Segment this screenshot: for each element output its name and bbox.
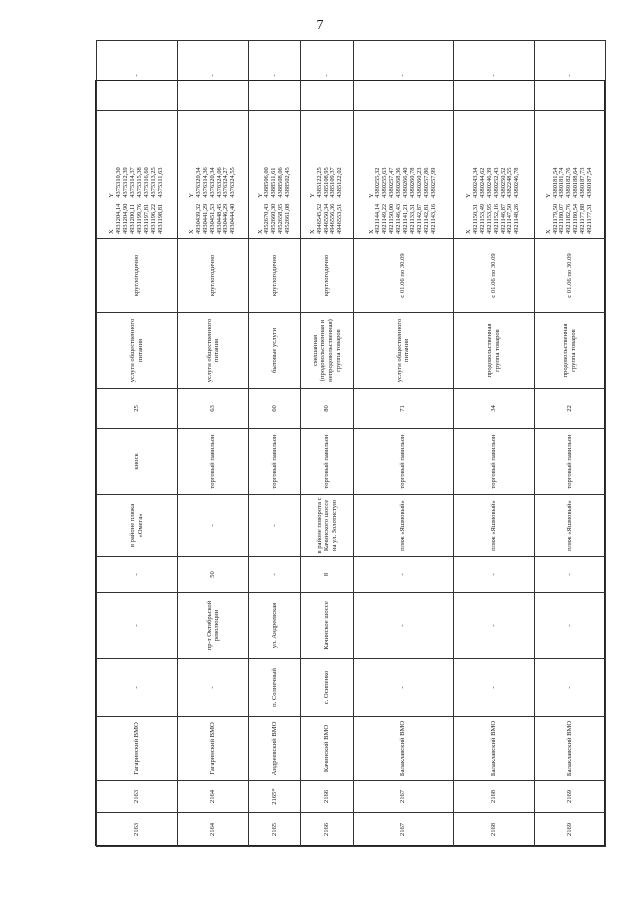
coord-y-value: 4380257,99 [429,167,437,198]
coord-x-value: 4921149,22 [381,203,389,234]
coord-x-value: 4946550,34 [322,203,330,234]
row-object-type: торговый павильон [453,429,534,495]
row-area: 34 [453,389,534,429]
row-coordinates [97,111,178,239]
row-landmark: - [249,495,301,557]
coord-x-value: 4931199,76 [135,203,143,234]
coord-y-value: 4388502,45 [284,167,292,198]
coord-x-column [258,204,293,234]
coord-x-value: 4946556,36 [329,203,337,234]
coord-y-label: Y [465,193,473,198]
coord-x-value: 4921144,14 [374,203,382,234]
row-locality: - [97,659,178,717]
coord-x-value: 4930439,32 [194,203,202,234]
row-period: круглогодично [177,239,248,313]
coord-y-value: 4375313,25 [149,167,157,198]
row-specialization: услуги общественного питания [177,313,248,389]
coord-y-column [258,167,293,197]
row-street: Качинское шоссе [301,593,353,659]
coord-y-value: 4388508,06 [277,167,285,198]
coord-x-value: 4921150,00 [388,203,396,234]
coord-y-value: 4375310,30 [115,167,123,198]
row-house: - [353,557,453,593]
row-note: - [301,41,353,111]
row-period: с 01.06 по 30.09 [534,239,605,313]
row-specialization: продовольственная группа товаров [534,313,605,389]
row-street: - [353,593,453,659]
row-number: 2167 [353,781,453,813]
coord-y-value: 4376320,34 [194,167,202,198]
row-note: - [249,41,301,111]
row-note: - [177,41,248,111]
coord-y-value: 4380181,54 [551,167,559,198]
coord-x-value: 4931200,11 [129,203,137,234]
coord-x-value: 4952658,95 [277,203,285,234]
coord-x-value: 4921177,88 [579,203,587,234]
coord-x-value: 4931204,90 [122,203,130,234]
row-note: - [453,41,534,111]
coord-y-label: Y [308,193,316,198]
coord-y-value: 4380266,40 [402,167,410,198]
coord-x-value: 4921146,43 [395,203,403,234]
row-district: Гагаринский ВМО [97,717,178,781]
coord-x-value: 4921180,54 [572,203,580,234]
coord-y-column [546,168,594,198]
coord-x-value: 4921147,50 [506,203,514,234]
coord-y-column [189,167,237,197]
row-street: пр-т Октябрьской революции [177,593,248,659]
coord-x-column [466,204,521,234]
row-outer-number: 2167 [353,813,453,847]
row-locality: - [177,659,248,717]
row-number: 2163 [97,781,178,813]
rotated-table-container [96,74,606,847]
coord-y-column [310,167,345,197]
coord-x-value: 4952660,30 [270,203,278,234]
row-area: 63 [177,389,248,429]
coord-x-value: 4946553,51 [336,203,344,234]
row-house: - [534,557,605,593]
coord-y-value: 4375316,60 [142,167,150,198]
coord-x-value: 4921153,95 [485,203,493,234]
row-object-type: торговый павильон [249,429,301,495]
row-district: Качинский ВМО [301,717,353,781]
coord-x-value: 4930446,29 [222,203,230,234]
row-period: с 01.06 по 30.09 [453,239,534,313]
registry-table-frame [95,74,605,846]
row-area: 71 [353,389,453,429]
coord-x-value: 4921150,31 [471,203,479,234]
coord-y-value: 4388506,00 [263,167,271,198]
coord-x-value: 4921180,07 [558,203,566,234]
row-district: Андреевский ВМО [249,717,301,781]
row-note: - [97,41,178,111]
coord-y-column [466,168,521,198]
table-body [97,41,606,847]
coord-x-value: 4921146,87 [499,203,507,234]
coord-x-column [189,204,237,234]
row-specialization: услуги общественного питания [97,313,178,389]
coord-y-value: 4380188,64 [572,167,580,198]
row-house: - [249,557,301,593]
coord-y-label: Y [108,193,116,198]
table-row [534,41,605,847]
coord-y-value: 4376314,36 [201,167,209,198]
coord-y-value: 4375311,63 [156,167,164,198]
row-outer-number: 2163 [97,813,178,847]
row-number: 2169 [534,781,605,813]
coord-y-value: 4375312,39 [122,167,130,198]
coord-x-column [109,204,164,234]
row-locality: - [534,659,605,717]
coord-y-value: 4380255,63 [381,167,389,198]
row-outer-number: 2166 [301,813,353,847]
coord-x-value: 4921142,87 [415,203,423,234]
row-number: 2165* [249,781,301,813]
coord-y-value: 4380243,34 [471,167,479,198]
coord-y-value: 4380250,52 [499,167,507,198]
coord-x-value: 4930448,45 [215,203,223,234]
coord-x-value: 4921179,50 [551,203,559,234]
table-row [97,41,178,847]
row-period: круглогодично [249,239,301,313]
row-number: 2166 [301,781,353,813]
row-locality: - [353,659,453,717]
coord-x-value: 4930441,29 [201,203,209,234]
coord-x-column [546,204,594,234]
row-outer-number: 2169 [534,813,605,847]
coord-x-label: X [108,229,116,234]
row-area: 60 [249,389,301,429]
row-number: 2168 [453,781,534,813]
coord-x-value: 4921148,26 [513,203,521,234]
coord-y-value: 4388511,61 [270,167,278,198]
coord-x-value: 4921182,76 [565,203,573,234]
coord-y-label: Y [367,193,375,198]
coord-x-label: X [308,229,316,234]
coord-x-value: 4921143,16 [429,203,437,234]
row-area: 80 [301,389,353,429]
coord-x-value: 4931196,22 [149,203,157,234]
row-specialization: продовольственная группа товаров [453,313,534,389]
coord-x-label: X [544,229,552,234]
row-district: Балаклавский ВМО [534,717,605,781]
row-outer-number: 2164 [177,813,248,847]
row-landmark: пляж «Яшмовый» [534,495,605,557]
coord-x-label: X [256,229,264,234]
coord-y-value: 4376324,06 [215,167,223,198]
coord-x-label: X [187,229,195,234]
row-note: - [353,41,453,111]
row-period: с 01.06 по 30.09 [353,239,453,313]
coord-x-value: 4921152,16 [492,203,500,234]
coord-x-label: X [465,229,473,234]
coord-y-value: 4380255,32 [374,167,382,198]
row-number: 2164 [177,781,248,813]
table-row [301,41,353,847]
row-house: 50 [177,557,248,593]
coord-y-value: 4385108,95 [322,167,330,198]
coord-y-label: Y [256,193,264,198]
row-landmark: - [177,495,248,557]
row-object-type: торговый павильон [177,429,248,495]
coord-y-column [109,167,164,197]
row-note: - [534,41,605,111]
coord-y-value: 4380182,76 [565,167,573,198]
coord-y-value: 4376320,34 [208,167,216,198]
row-object-type: киоск [97,429,178,495]
coord-y-value: 4380257,47 [388,167,396,198]
row-object-type: торговый павильон [353,429,453,495]
coord-x-value: 4921153,49 [478,203,486,234]
row-area: 22 [534,389,605,429]
coord-x-label: X [367,229,375,234]
coord-y-value: 4380260,78 [409,167,417,198]
coord-x-value: 4930451,53 [208,203,216,234]
row-specialization: бытовые услуги [249,313,301,389]
row-locality: п. Солнечный [249,659,301,717]
row-object-type: торговый павильон [301,429,353,495]
page-number: 7 [316,18,324,33]
coord-x-value: 4921133,31 [409,203,417,234]
row-locality: - [453,659,534,717]
coord-y-value: 4380257,86 [422,167,430,198]
coord-y-value: 4380181,74 [558,167,566,198]
row-house: 8 [301,557,353,593]
coord-y-value: 4375314,37 [129,167,137,198]
row-specialization: услуги общественного питания [353,313,453,389]
coord-y-value: 4380187,54 [586,167,594,198]
coord-y-value: 4375315,38 [135,167,143,198]
row-house: - [453,557,534,593]
coord-y-column [369,168,438,198]
coord-y-value: 4380246,78 [513,167,521,198]
row-coordinates [534,111,605,239]
row-landmark: пляж «Яшмовый» [353,495,453,557]
row-period: круглогодично [97,239,178,313]
coord-y-label: Y [187,193,195,198]
coord-y-value: 4380268,36 [395,167,403,198]
coord-y-value: 4385122,25 [315,167,323,198]
coord-x-value: 4952661,08 [284,203,292,234]
row-street: - [97,593,178,659]
row-coordinates [249,111,301,239]
coord-x-value: 4930444,40 [229,203,237,234]
table-row [177,41,248,847]
row-locality: с. Осипенко [301,659,353,717]
table-row [453,41,534,847]
coord-x-value: 4931197,81 [142,203,150,234]
row-district: Балаклавский ВМО [453,717,534,781]
row-period: круглогодично [301,239,353,313]
row-landmark: в районе пляжа «Омега» [97,495,178,557]
row-street: - [534,593,605,659]
row-coordinates [301,111,353,239]
coord-y-label: Y [544,193,552,198]
coord-y-value: 4380244,62 [478,167,486,198]
coord-x-value: 4931198,81 [156,203,164,234]
coord-x-value: 4921177,31 [586,203,594,234]
coord-y-value: 4385122,02 [336,167,344,198]
row-area: 25 [97,389,178,429]
row-coordinates [453,111,534,239]
table-row [353,41,453,847]
coord-x-value: 4946545,52 [315,203,323,234]
row-outer-number: 2168 [453,813,534,847]
coord-x-column [369,204,438,234]
coord-y-value: 4376324,55 [229,167,237,198]
row-coordinates [353,111,453,239]
row-district: Гагаринский ВМО [177,717,248,781]
table-row [249,41,301,847]
registry-table [96,40,606,847]
coord-y-value: 4385109,37 [329,167,337,198]
row-object-type: торговый павильон [534,429,605,495]
coord-y-value: 4380260,23 [415,167,423,198]
row-coordinates [177,111,248,239]
coord-y-value: 4380252,43 [492,167,500,198]
row-district: Балаклавский ВМО [353,717,453,781]
row-street: ул. Андреевская [249,593,301,659]
coord-y-value: 4382248,55 [506,167,514,198]
row-specialization: смешанная (продовольственная и непродовольственная) группа товаров [301,313,353,389]
coord-x-value: 4921142,81 [422,203,430,234]
coord-x-value: 4931204,14 [115,203,123,234]
row-street: - [453,593,534,659]
row-landmark: в районе поворота с Качинского шоссе на ул. Золотистую [301,495,353,557]
coord-y-value: 4380246,39 [485,167,493,198]
row-outer-number: 2165 [249,813,301,847]
row-landmark: пляж «Яшмовый» [453,495,534,557]
coord-x-value: 4952670,43 [263,203,271,234]
coord-x-column [310,204,345,234]
coord-y-value: 4376324,27 [222,167,230,198]
row-house: - [97,557,178,593]
coord-x-value: 4921141,21 [402,203,410,234]
coord-y-value: 4380187,73 [579,167,587,198]
